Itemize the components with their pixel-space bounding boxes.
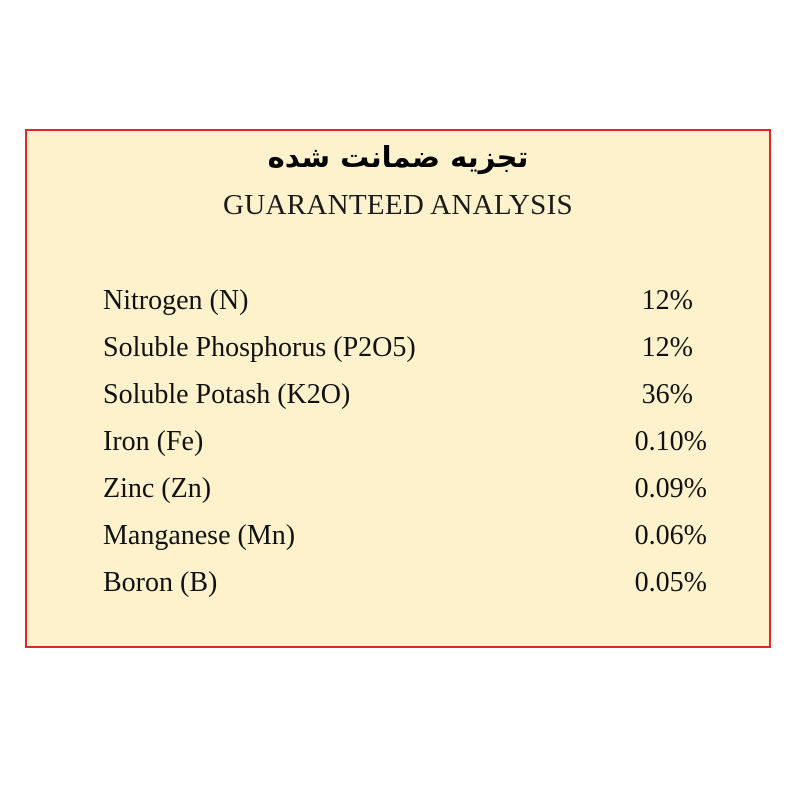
analysis-row-zinc [103, 468, 707, 515]
nutrient-name: Nitrogen (N) [103, 285, 249, 316]
persian-title: تجزیه ضمانت شده [267, 140, 529, 174]
analysis-row-iron [103, 421, 707, 468]
analysis-row-nitrogen [103, 280, 707, 327]
analysis-row-phosphorus [103, 327, 707, 374]
analysis-row-boron [103, 562, 707, 609]
guaranteed-analysis-label [25, 129, 771, 648]
nutrient-name: Manganese (Mn) [103, 520, 296, 551]
nutrient-value: 12% [641, 285, 693, 316]
nutrient-value: 0.10% [634, 426, 707, 457]
nutrient-name: Iron (Fe) [103, 426, 204, 457]
nutrient-name: Boron (B) [103, 567, 218, 598]
english-title: GUARANTEED ANALYSIS [223, 189, 573, 221]
nutrient-value: 0.09% [634, 473, 707, 504]
nutrient-value: 12% [641, 332, 693, 363]
nutrient-name: Soluble Phosphorus (P2O5) [103, 332, 416, 363]
analysis-row-potash [103, 374, 707, 421]
analysis-row-manganese [103, 515, 707, 562]
nutrient-name: Zinc (Zn) [103, 473, 212, 504]
nutrient-value: 0.05% [634, 567, 707, 598]
nutrient-value: 36% [641, 379, 693, 410]
nutrient-value: 0.06% [634, 520, 707, 551]
analysis-list [103, 280, 707, 609]
nutrient-name: Soluble Potash (K2O) [103, 379, 351, 410]
